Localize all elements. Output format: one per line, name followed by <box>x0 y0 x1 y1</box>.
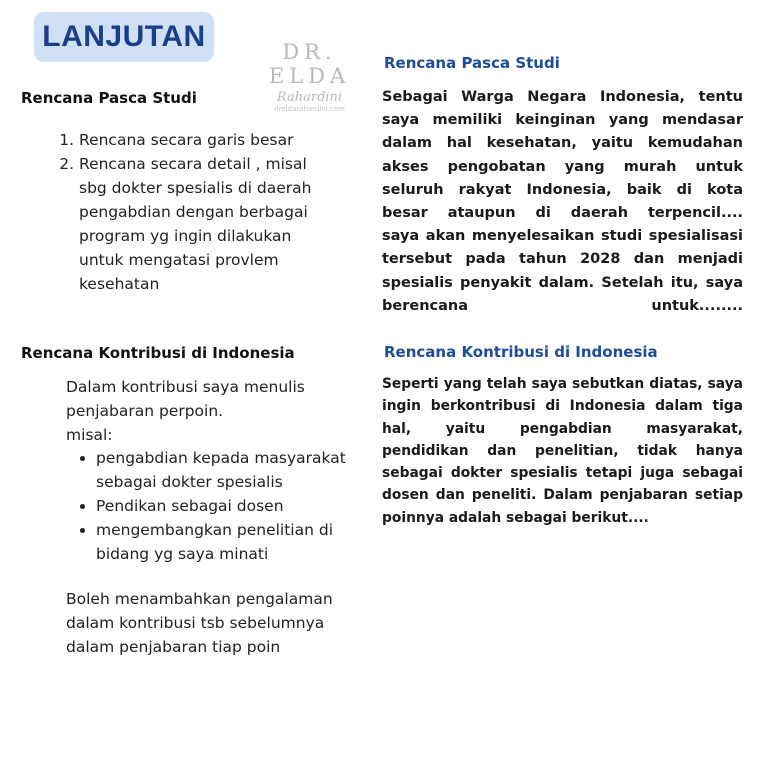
logo-name: DR. ELDA <box>268 40 351 88</box>
intro-line: Dalam kontribusi saya menulis <box>66 378 305 396</box>
right-kontribusi-paragraph: Seperti yang telah saya sebutkan diatas, saya ingin berkontribusi di Indonesia dalam tiga hal, yaitu pengabdian masyarakat, pendidikan dan penelitian, tidak hanya sebagai dokter spesialis tetapi juga sebagai dosen dan peneliti. Dalam penjabaran setiap poinnya adalah sebagai berikut.... <box>382 376 743 526</box>
left-pasca-heading: Rencana Pasca Studi <box>21 89 197 107</box>
intro-line: misal: <box>66 426 113 444</box>
right-pasca-body <box>382 86 743 318</box>
right-pasca-paragraph-2: saya akan menyelesaikan studi spesialisasi tersebut pada tahun 2028 dan menjadi spesialis penyakit dalam. Setelah itu, saya berencana untuk........ <box>382 228 743 314</box>
badge-label: LANJUTAN <box>42 20 206 53</box>
left-pasca-list <box>55 128 339 296</box>
section-badge <box>34 12 214 62</box>
intro-line: penjabaran perpoin. <box>66 402 224 420</box>
list-item: 2. Rencana secara detail , misal sbg dokter spesialis di daerah pengabdian dengan berbagai program yg ingin dilakukan untuk mengatasi provlem kesehatan <box>79 152 339 296</box>
right-kontribusi-heading: Rencana Kontribusi di Indonesia <box>384 343 658 361</box>
list-item: 1. Rencana secara garis besar <box>79 128 339 152</box>
list-item: • Pendikan sebagai dosen <box>96 494 391 518</box>
right-pasca-paragraph-1: Sebagai Warga Negara Indonesia, tentu saya memiliki keinginan yang mendasar dalam hal kesehatan, yaitu kemudahan akses pengobatan yang murah untuk seluruh rakyat Indonesia, baik di kota besar ataupun di daerah terpencil.... <box>382 89 743 222</box>
left-kontribusi-intro <box>66 375 361 447</box>
left-kontribusi-heading: Rencana Kontribusi di Indonesia <box>21 344 295 362</box>
right-pasca-heading: Rencana Pasca Studi <box>384 54 560 72</box>
logo-url: dreldarahardini.com <box>274 105 345 113</box>
watermark-logo <box>242 40 377 114</box>
left-kontribusi-closing: Boleh menambahkan pengalaman dalam kontribusi tsb sebelumnya dalam penjabaran tiap poin <box>66 590 333 656</box>
left-kontribusi-bullets <box>66 446 391 566</box>
list-item: • pengabdian kepada masyarakat sebagai dokter spesialis <box>96 446 391 494</box>
logo-script: Rahardini <box>276 90 343 105</box>
list-item: • mengembangkan penelitian di bidang yg saya minati <box>96 518 391 566</box>
